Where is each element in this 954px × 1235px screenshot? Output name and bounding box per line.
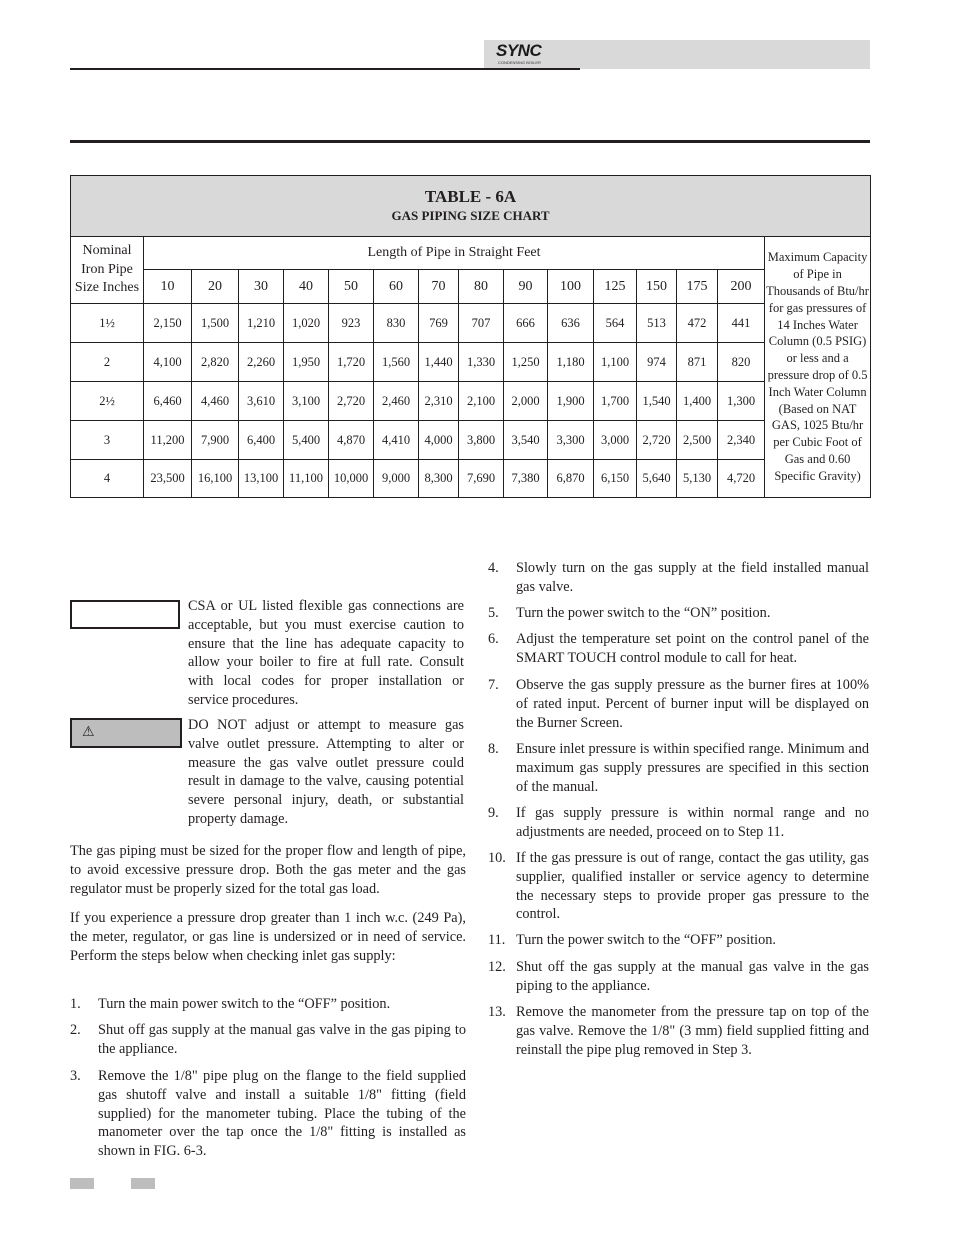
capacity-cell: 4,410 <box>374 421 419 460</box>
capacity-cell: 3,610 <box>239 382 284 421</box>
step-text: Shut off the gas supply at the manual gas valve in the gas piping to the appliance. <box>516 959 869 994</box>
capacity-cell: 6,150 <box>594 460 637 498</box>
capacity-cell: 830 <box>374 304 419 343</box>
body-paragraph-2: If you experience a pressure drop greater than 1 inch w.c. (249 Pa), the meter, regulator, or gas line is undersized or in need of service. Perform the steps below when checking inlet gas supply: <box>70 910 466 964</box>
capacity-cell: 7,900 <box>192 421 239 460</box>
capacity-cell: 1,180 <box>548 343 594 382</box>
capacity-cell: 2,150 <box>144 304 192 343</box>
length-col-header: 60 <box>374 270 419 304</box>
step-text: Turn the power switch to the “OFF” position. <box>516 932 776 948</box>
table-row <box>71 382 871 421</box>
capacity-cell: 10,000 <box>329 460 374 498</box>
step-text: Remove the 1/8" pipe plug on the flange to the field supplied gas shutoff valve and install a suitable 1/8" fitting (field supplied) for the manometer tubing. Place the tubing of the manometer over the tap once the 1/8" fitting is installed as shown in FIG. 6-3. <box>98 1068 466 1160</box>
capacity-cell: 2,820 <box>192 343 239 382</box>
capacity-cell: 2,100 <box>459 382 504 421</box>
step-number: 9. <box>488 805 499 821</box>
step-text: If gas supply pressure is within normal range and no adjustments are needed, proceed on to Step 11. <box>516 805 869 840</box>
step-text: Observe the gas supply pressure as the burner fires at 100% of rated input. Percent of burner input will be displayed on the Burner Screen. <box>516 677 869 731</box>
warning-triangle-icon: ⚠ <box>82 724 95 740</box>
section-rule <box>70 140 870 143</box>
capacity-cell: 5,640 <box>637 460 677 498</box>
step-text: Turn the main power switch to the “OFF” position. <box>98 996 391 1012</box>
step-text: Turn the power switch to the “ON” position. <box>516 605 771 621</box>
length-col-header: 70 <box>419 270 459 304</box>
table-row <box>71 304 871 343</box>
logo-word: SYNC <box>496 41 542 60</box>
capacity-cell: 3,300 <box>548 421 594 460</box>
capacity-cell: 5,130 <box>677 460 718 498</box>
length-col-header: 150 <box>637 270 677 304</box>
capacity-cell: 3,000 <box>594 421 637 460</box>
capacity-cell: 1,720 <box>329 343 374 382</box>
capacity-cell: 2,720 <box>329 382 374 421</box>
brand-logo <box>486 40 556 66</box>
capacity-cell: 3,800 <box>459 421 504 460</box>
capacity-cell: 1,020 <box>284 304 329 343</box>
step-number: 3. <box>70 1068 81 1084</box>
pipe-size-cell: 4 <box>71 460 144 498</box>
capacity-cell: 4,870 <box>329 421 374 460</box>
step-number: 11. <box>488 932 506 948</box>
capacity-cell: 513 <box>637 304 677 343</box>
capacity-cell: 9,000 <box>374 460 419 498</box>
capacity-cell: 636 <box>548 304 594 343</box>
step-number: 8. <box>488 741 499 757</box>
step-number: 7. <box>488 677 499 693</box>
length-col-header: 30 <box>239 270 284 304</box>
capacity-cell: 6,870 <box>548 460 594 498</box>
pipe-size-cell: 2½ <box>71 382 144 421</box>
header-rule <box>70 68 580 70</box>
footer-mark-left <box>70 1178 94 1189</box>
capacity-cell: 1,100 <box>594 343 637 382</box>
capacity-cell: 4,100 <box>144 343 192 382</box>
capacity-cell: 2,340 <box>718 421 765 460</box>
length-col-header: 50 <box>329 270 374 304</box>
capacity-cell: 6,400 <box>239 421 284 460</box>
pipe-size-cell: 3 <box>71 421 144 460</box>
capacity-cell: 2,720 <box>637 421 677 460</box>
pipe-size-cell: 1½ <box>71 304 144 343</box>
capacity-cell: 7,380 <box>504 460 548 498</box>
capacity-cell: 974 <box>637 343 677 382</box>
capacity-cell: 769 <box>419 304 459 343</box>
capacity-cell: 472 <box>677 304 718 343</box>
nominal-size-header: Nominal Iron Pipe Size Inches <box>71 237 144 304</box>
capacity-cell: 1,500 <box>192 304 239 343</box>
capacity-cell: 11,100 <box>284 460 329 498</box>
notice-label-box <box>70 600 180 629</box>
warning-text: DO NOT adjust or attempt to measure gas valve outlet pressure. Attempting to alter or measure the gas valve outlet pressure could result in damage to the valve, causing potential severe personal injury, death, or substantial property damage. <box>188 717 464 827</box>
body-paragraph-1: The gas piping must be sized for the proper flow and length of pipe, to avoid excessive pressure drop. Both the gas meter and the gas regulator must be properly sized for the total gas load. <box>70 843 466 897</box>
capacity-cell: 8,300 <box>419 460 459 498</box>
capacity-cell: 1,700 <box>594 382 637 421</box>
capacity-cell: 1,210 <box>239 304 284 343</box>
capacity-cell: 7,690 <box>459 460 504 498</box>
capacity-cell: 564 <box>594 304 637 343</box>
step-number: 2. <box>70 1022 81 1038</box>
warning-label-box <box>70 718 182 748</box>
capacity-cell: 923 <box>329 304 374 343</box>
capacity-cell: 871 <box>677 343 718 382</box>
capacity-cell: 820 <box>718 343 765 382</box>
capacity-cell: 2,310 <box>419 382 459 421</box>
capacity-cell: 1,400 <box>677 382 718 421</box>
table-caption <box>71 176 871 237</box>
capacity-cell: 1,250 <box>504 343 548 382</box>
table-subtitle: GAS PIPING SIZE CHART <box>391 208 550 223</box>
step-number: 12. <box>488 959 506 975</box>
step-number: 6. <box>488 631 499 647</box>
length-col-header: 90 <box>504 270 548 304</box>
capacity-cell: 2,460 <box>374 382 419 421</box>
capacity-cell: 1,300 <box>718 382 765 421</box>
length-col-header: 100 <box>548 270 594 304</box>
length-col-header: 80 <box>459 270 504 304</box>
capacity-cell: 11,200 <box>144 421 192 460</box>
length-col-header: 200 <box>718 270 765 304</box>
capacity-cell: 1,950 <box>284 343 329 382</box>
capacity-cell: 5,400 <box>284 421 329 460</box>
capacity-cell: 1,330 <box>459 343 504 382</box>
max-capacity-header: Maximum Capacity of Pipe in Thousands of Btu/hr for gas pressures of 14 Inches Water Column (0.5 PSIG) or less and a pressure drop of 0.5 Inch Water Column (Based on NAT GAS, 1025 Btu/hr per Cubic Foot of Gas and 0.60 Specific Gravity) <box>765 237 871 498</box>
length-col-header: 40 <box>284 270 329 304</box>
capacity-cell: 13,100 <box>239 460 284 498</box>
step-text: Adjust the temperature set point on the control panel of the SMART TOUCH control module to call for heat. <box>516 631 869 666</box>
step-number: 4. <box>488 560 499 576</box>
table-row <box>71 343 871 382</box>
table-title: TABLE - 6A <box>424 187 517 206</box>
capacity-cell: 2,260 <box>239 343 284 382</box>
step-text: Slowly turn on the gas supply at the field installed manual gas valve. <box>516 560 869 595</box>
step-number: 1. <box>70 996 81 1012</box>
length-col-header: 175 <box>677 270 718 304</box>
step-text: Ensure inlet pressure is within specified range. Minimum and maximum gas supply pressures are specified in this section of the manual. <box>516 741 869 795</box>
step-text: Remove the manometer from the pressure tap on top of the gas valve. Remove the 1/8" (3 mm) field supplied fitting and reinstall the pipe plug removed in Step 3. <box>516 1004 869 1058</box>
length-col-header: 125 <box>594 270 637 304</box>
capacity-cell: 1,540 <box>637 382 677 421</box>
step-number: 10. <box>488 850 506 866</box>
capacity-cell: 1,900 <box>548 382 594 421</box>
length-header: Length of Pipe in Straight Feet <box>144 237 765 270</box>
capacity-cell: 4,000 <box>419 421 459 460</box>
capacity-cell: 707 <box>459 304 504 343</box>
capacity-cell: 16,100 <box>192 460 239 498</box>
step-number: 13. <box>488 1004 506 1020</box>
capacity-cell: 6,460 <box>144 382 192 421</box>
pipe-size-cell: 2 <box>71 343 144 382</box>
length-col-header: 20 <box>192 270 239 304</box>
capacity-cell: 441 <box>718 304 765 343</box>
capacity-cell: 1,560 <box>374 343 419 382</box>
capacity-cell: 3,540 <box>504 421 548 460</box>
logo-tagline: CONDENSING BOILER <box>498 60 541 65</box>
length-col-header: 10 <box>144 270 192 304</box>
table-row <box>71 460 871 498</box>
gas-piping-table <box>70 175 870 498</box>
capacity-cell: 666 <box>504 304 548 343</box>
table-row <box>71 421 871 460</box>
notice-text: CSA or UL listed flexible gas connections are acceptable, but you must exercise caution to ensure that the line has adequate capacity to allow your boiler to fire at full rate. Consult with local codes for proper installation or service procedures. <box>188 598 464 708</box>
capacity-cell: 3,100 <box>284 382 329 421</box>
capacity-cell: 2,500 <box>677 421 718 460</box>
step-number: 5. <box>488 605 499 621</box>
step-text: If the gas pressure is out of range, contact the gas utility, gas supplier, qualified installer or service agency to determine the necessary steps to provide proper gas pressure to the control. <box>516 850 869 923</box>
capacity-cell: 4,460 <box>192 382 239 421</box>
capacity-cell: 1,440 <box>419 343 459 382</box>
capacity-cell: 2,000 <box>504 382 548 421</box>
capacity-cell: 4,720 <box>718 460 765 498</box>
footer-mark-right <box>131 1178 155 1189</box>
capacity-cell: 23,500 <box>144 460 192 498</box>
step-text: Shut off gas supply at the manual gas valve in the gas piping to the appliance. <box>98 1022 466 1057</box>
